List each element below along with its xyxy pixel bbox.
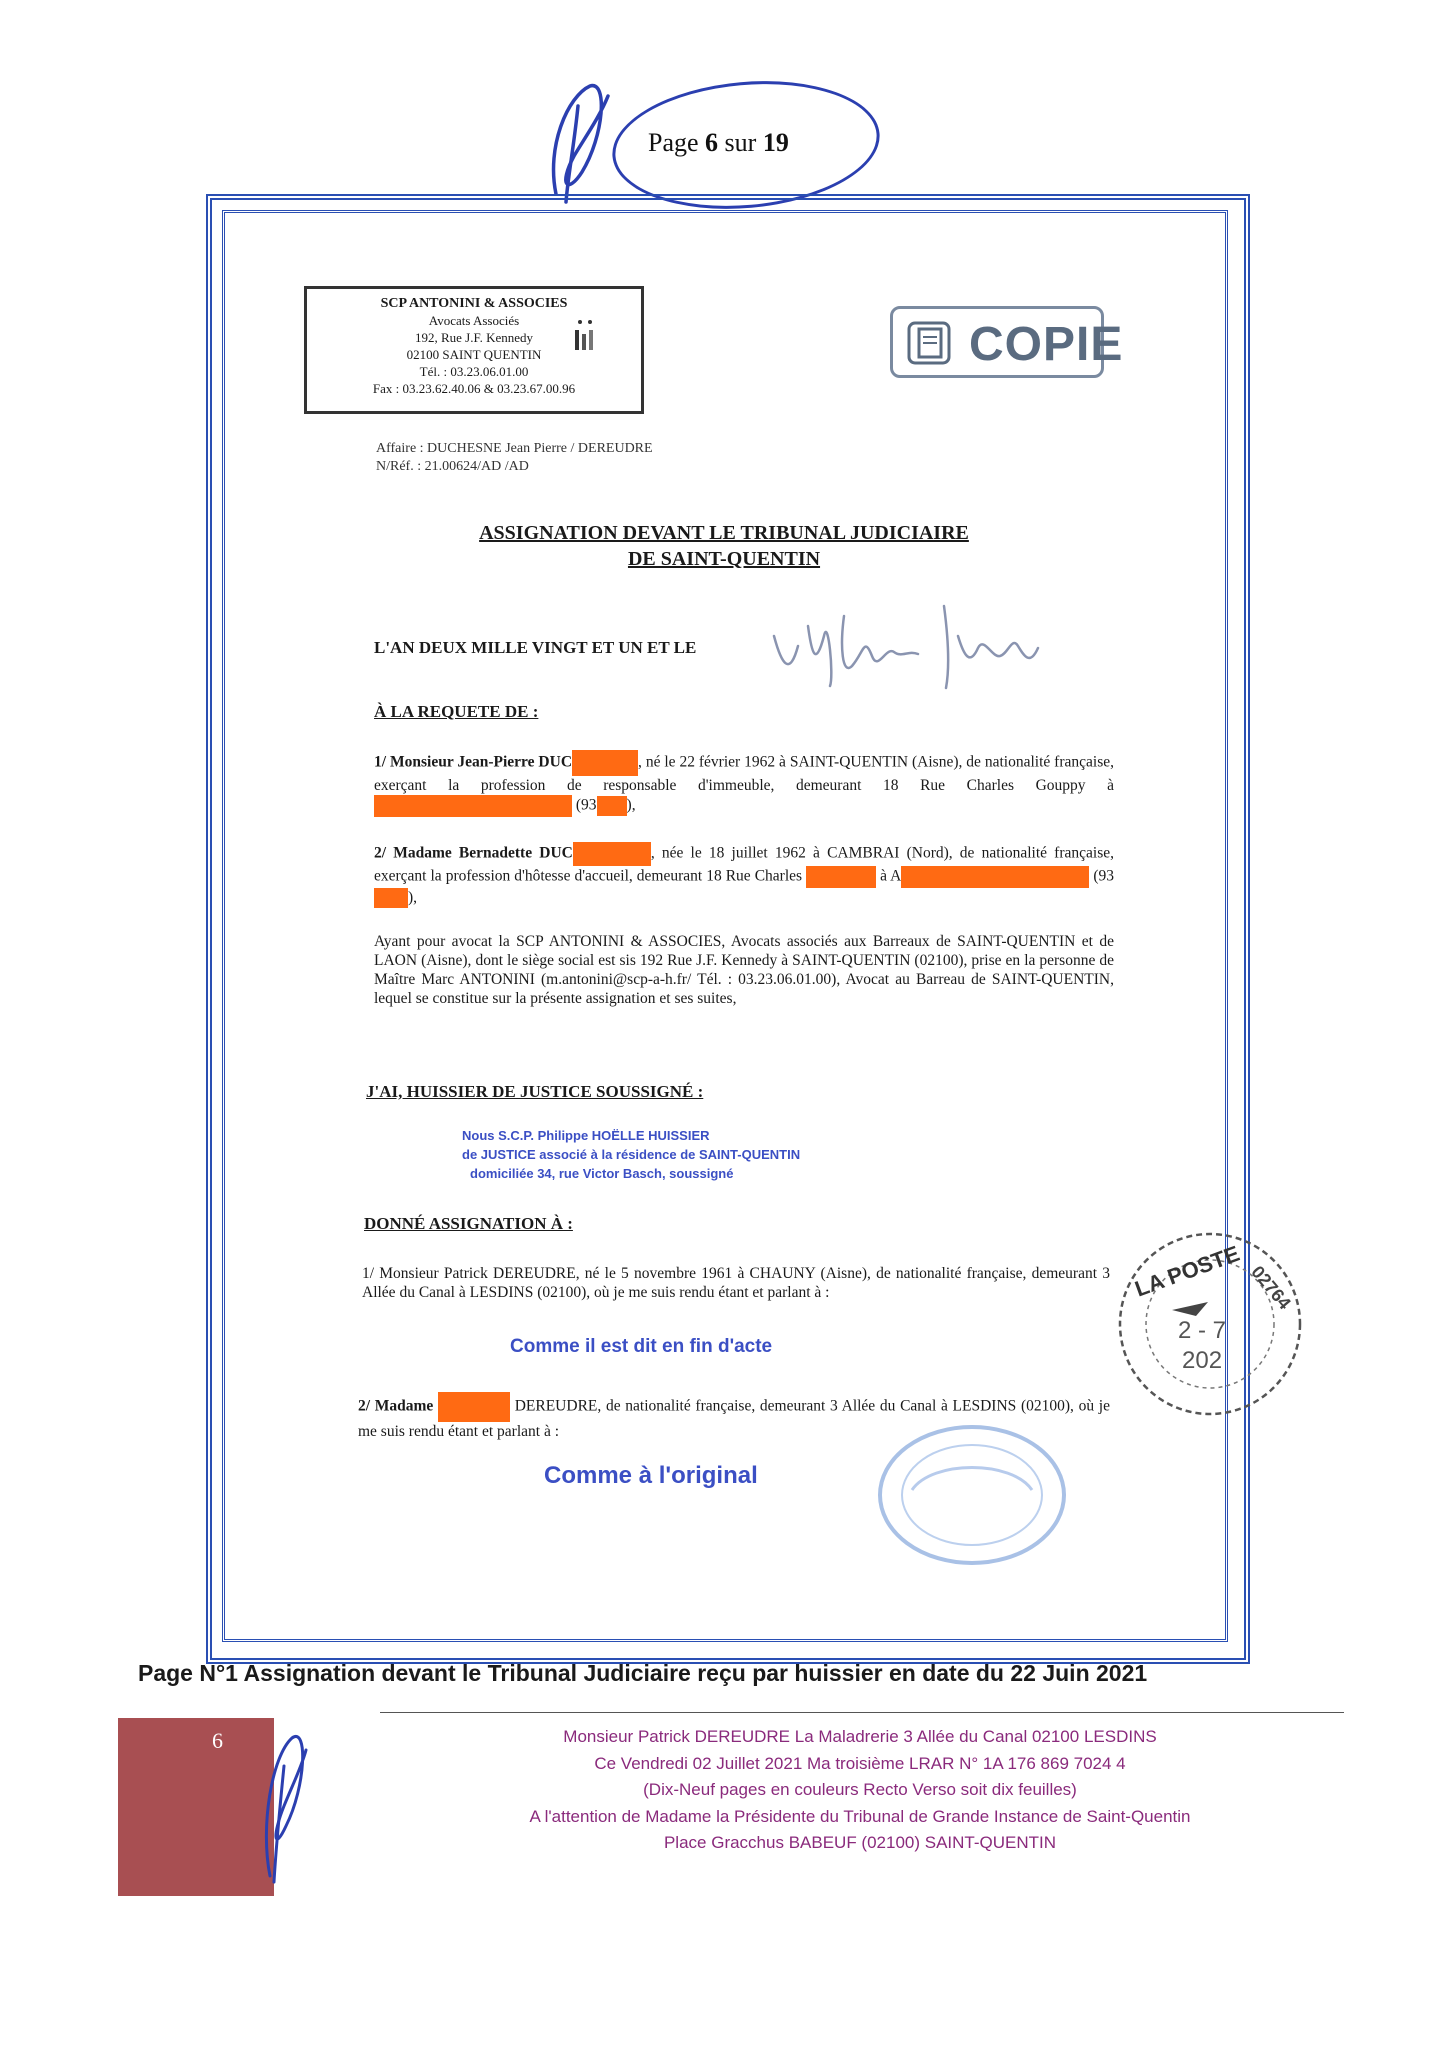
requerant-2-name: 2/ Madame Bernadette DUC <box>374 844 573 862</box>
sender-recipient: A l'attention de Madame la Présidente du Tribunal de Grande Instance de Saint-Quentin <box>529 1806 1191 1826</box>
handwritten-initials-footer <box>256 1726 316 1886</box>
redaction-block <box>374 888 408 908</box>
affaire-line: Affaire : DUCHESNE Jean Pierre / DEREUDRE <box>376 441 653 456</box>
firm-logo-icon <box>572 318 598 352</box>
document-title <box>364 520 1084 572</box>
huissier-heading: J'AI, HUISSIER DE JUSTICE SOUSSIGNÉ : <box>366 1082 704 1101</box>
donne-assignation-heading: DONNÉ ASSIGNATION À : <box>364 1214 573 1233</box>
requerant-1-name: 1/ Monsieur Jean-Pierre DUC <box>374 753 573 771</box>
footer-caption: Page N°1 Assignation devant le Tribunal Judiciaire reçu par huissier en date du 22 Juin 2021 <box>138 1660 1148 1686</box>
reference-line: N/Réf. : 21.00624/AD /AD <box>376 459 529 474</box>
redaction-block <box>438 1392 510 1422</box>
redaction-block <box>806 866 876 888</box>
avocat-paragraph: Ayant pour avocat la SCP ANTONINI & ASSOCIES, Avocats associés aux Barreaux de SAINT-QUENTIN et de LAON (Aisne), dont le siège social est sis 192 Rue J.F. Kennedy à SAINT-QUENTIN (02100), prise en la personne de Maître Marc ANTONINI (m.antonini@scp-a-h.fr/ Tél. : 03.23.06.01.00), Avocat au Barreau de SAINT-QUENTIN, lequel se constitue sur la présente assignation et ses suites, <box>374 933 1114 1007</box>
defendeur-2-paragraph: 2/ Madame DEREUDRE, de nationalité française, demeurant 3 Allée du Canal à LESDINS (02100), où je me suis rendu étant et parlant à : <box>358 1392 1110 1441</box>
redaction-block <box>572 750 638 776</box>
svg-text:202: 202 <box>1182 1347 1223 1374</box>
sender-date: Ce Vendredi 02 Juillet 2021 Ma troisième LRAR N° 1A 176 869 7024 4 <box>594 1753 1126 1773</box>
title-line-2: DE SAINT-QUENTIN <box>627 548 821 570</box>
la-poste-postmark <box>1112 1226 1308 1422</box>
huissier-seal-stamp <box>872 1420 1072 1570</box>
sender-recipient-address: Place Gracchus BABEUF (02100) SAINT-QUENTIN <box>663 1833 1057 1852</box>
document-copy-icon <box>905 319 953 367</box>
svg-text:02764: 02764 <box>1247 1261 1295 1314</box>
footer-divider <box>380 1712 1344 1713</box>
page-marker: Page 6 sur 19 <box>648 128 789 157</box>
redaction-block <box>573 842 651 866</box>
case-reference <box>376 440 653 476</box>
defendeur-1-paragraph: 1/ Monsieur Patrick DEREUDRE, né le 5 novembre 1961 à CHAUNY (Aisne), de nationalité française, demeurant 3 Allée du Canal à LESDINS (02100), où je me suis rendu étant et parlant à : <box>362 1265 1110 1301</box>
firm-name: SCP ANTONINI & ASSOCIES <box>380 296 568 311</box>
firm-city: 02100 SAINT QUENTIN <box>406 347 542 362</box>
requerant-2-paragraph: 2/ Madame Bernadette DUC , née le 18 juillet 1962 à CAMBRAI (Nord), de nationalité française, exerçant la profession d'hôtesse d'accueil, demeurant 18 Rue Charles à A (93), <box>374 842 1114 908</box>
page-number-block <box>118 1718 274 1896</box>
redaction-block <box>597 796 627 816</box>
title-line-1: ASSIGNATION DEVANT LE TRIBUNAL JUDICIAIRE <box>479 522 969 544</box>
firm-tel: Tél. : 03.23.06.01.00 <box>419 364 529 379</box>
svg-text:2 - 7: 2 - 7 <box>1178 1317 1227 1344</box>
date-line: L'AN DEUX MILLE VINGT ET UN ET LE <box>374 638 697 657</box>
redaction-block <box>374 795 572 817</box>
sender-pages: (Dix-Neuf pages en couleurs Recto Verso soit dix feuilles) <box>643 1780 1077 1799</box>
footer-page-number: 6 <box>212 1728 223 1753</box>
firm-street: 192, Rue J.F. Kennedy <box>414 330 534 345</box>
firm-subtitle: Avocats Associés <box>428 313 520 328</box>
svg-text:LA POSTE: LA POSTE <box>1131 1240 1243 1302</box>
huissier-stamp: Nous S.C.P. Philippe HOËLLE HUISSIER de JUSTICE associé à la résidence de SAINT-QUENTIN domiciliée 34, rue Victor Basch, soussigné <box>462 1128 801 1181</box>
copie-label: COPIE <box>969 318 1124 371</box>
copie-stamp <box>890 306 1124 378</box>
requete-heading: À LA REQUETE DE : <box>374 702 539 721</box>
handwritten-note-2: Comme à l'original <box>544 1462 758 1489</box>
handwritten-date-signature <box>768 596 1048 696</box>
handwritten-note-1: Comme il est dit en fin d'acte <box>510 1336 773 1357</box>
redaction-block <box>901 866 1089 888</box>
requerant-1-paragraph: 1/ Monsieur Jean-Pierre DUC , né le 22 février 1962 à SAINT-QUENTIN (Aisne), de nationalité française, exerçant la profession de responsable d'immeuble, demeurant 18 Rue Charles Gouppy à (93 ), <box>374 750 1114 817</box>
firm-fax: Fax : 03.23.62.40.06 & 03.23.67.00.96 <box>372 381 576 396</box>
sender-address: Monsieur Patrick DEREUDRE La Maladrerie 3 Allée du Canal 02100 LESDINS <box>563 1727 1157 1746</box>
sender-info <box>360 1724 1360 1857</box>
